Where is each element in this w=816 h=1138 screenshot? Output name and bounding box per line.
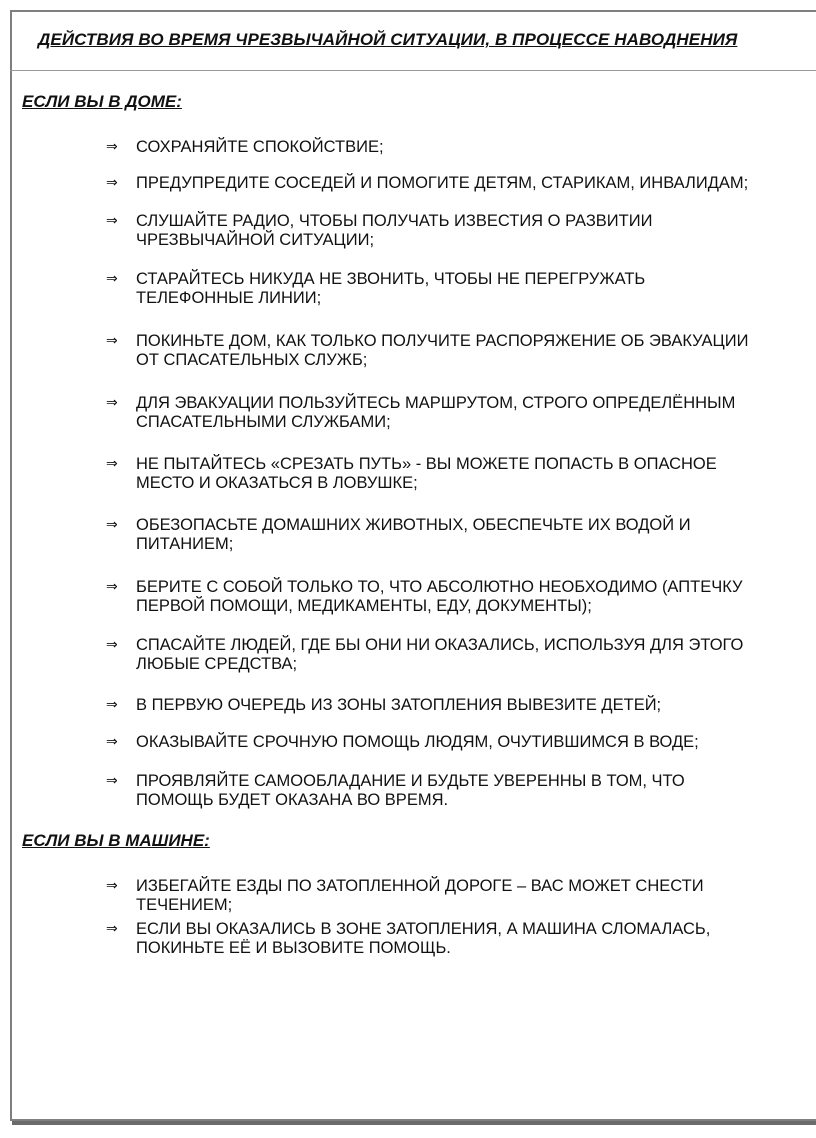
arrow-right-icon: ⇒ <box>106 456 118 472</box>
list-item <box>106 174 816 193</box>
list-item-text-continued: МЕСТО И ОКАЗАТЬСЯ В ЛОВУШКЕ; <box>136 474 418 492</box>
list-item <box>106 455 816 493</box>
arrow-right-icon: ⇒ <box>106 517 118 533</box>
list-item-text: БЕРИТЕ С СОБОЙ ТОЛЬКО ТО, ЧТО АБСОЛЮТНО НЕОБХОДИМО (АПТЕЧКУ <box>136 578 743 596</box>
list-item <box>106 578 816 616</box>
list-item-text: СПАСАЙТЕ ЛЮДЕЙ, ГДЕ БЫ ОНИ НИ ОКАЗАЛИСЬ, ИСПОЛЬЗУЯ ДЛЯ ЭТОГО <box>136 636 744 654</box>
list-item-text-continued: СПАСАТЕЛЬНЫМИ СЛУЖБАМИ; <box>136 413 391 431</box>
list-item <box>106 516 816 554</box>
section-heading-car: ЕСЛИ ВЫ В МАШИНЕ: <box>22 831 210 850</box>
arrow-right-icon: ⇒ <box>106 333 118 349</box>
list-item-text-continued: ПОМОЩЬ БУДЕТ ОКАЗАНА ВО ВРЕМЯ. <box>136 791 449 809</box>
document-title: ДЕЙСТВИЯ ВО ВРЕМЯ ЧРЕЗВЫЧАЙНОЙ СИТУАЦИИ, В ПРОЦЕССЕ НАВОДНЕНИЯ <box>38 30 738 49</box>
list-item <box>106 733 816 752</box>
list-item-text-continued: ЛЮБЫЕ СРЕДСТВА; <box>136 655 298 673</box>
list-item-text: ПОКИНЬТЕ ДОМ, КАК ТОЛЬКО ПОЛУЧИТЕ РАСПОРЯЖЕНИЕ ОБ ЭВАКУАЦИИ <box>136 332 749 350</box>
arrow-right-icon: ⇒ <box>106 878 118 894</box>
section-heading-home: ЕСЛИ ВЫ В ДОМЕ: <box>22 92 182 111</box>
arrow-right-icon: ⇒ <box>106 213 118 229</box>
page-border-shadow <box>12 1121 816 1125</box>
list-item-text-continued: ТЕЧЕНИЕМ; <box>136 896 233 914</box>
list-item-text: ДЛЯ ЭВАКУАЦИИ ПОЛЬЗУЙТЕСЬ МАРШРУТОМ, СТРОГО ОПРЕДЕЛЁННЫМ <box>136 394 736 412</box>
list-item <box>106 877 816 915</box>
arrow-right-icon: ⇒ <box>106 579 118 595</box>
list-item-text: СОХРАНЯЙТЕ СПОКОЙСТВИЕ; <box>136 138 384 156</box>
arrow-right-icon: ⇒ <box>106 697 118 713</box>
list-item <box>106 636 816 674</box>
list-item-text: ОКАЗЫВАЙТЕ СРОЧНУЮ ПОМОЩЬ ЛЮДЯМ, ОЧУТИВШИМСЯ В ВОДЕ; <box>136 733 699 751</box>
list-item-text-continued: ПИТАНИЕМ; <box>136 535 234 553</box>
arrow-right-icon: ⇒ <box>106 773 118 789</box>
list-item-text: В ПЕРВУЮ ОЧЕРЕДЬ ИЗ ЗОНЫ ЗАТОПЛЕНИЯ ВЫВЕЗИТЕ ДЕТЕЙ; <box>136 696 662 714</box>
arrow-right-icon: ⇒ <box>106 175 118 191</box>
arrow-right-icon: ⇒ <box>106 395 118 411</box>
arrow-right-icon: ⇒ <box>106 734 118 750</box>
list-item <box>106 270 816 308</box>
list-item <box>106 920 816 958</box>
list-item-text: ОБЕЗОПАСЬТЕ ДОМАШНИХ ЖИВОТНЫХ, ОБЕСПЕЧЬТЕ ИХ ВОДОЙ И <box>136 516 691 534</box>
list-item-text-continued: ПОКИНЬТЕ ЕЁ И ВЫЗОВИТЕ ПОМОЩЬ. <box>136 939 451 957</box>
list-item-text: СТАРАЙТЕСЬ НИКУДА НЕ ЗВОНИТЬ, ЧТОБЫ НЕ ПЕРЕГРУЖАТЬ <box>136 270 646 288</box>
list-item-text: ПРЕДУПРЕДИТЕ СОСЕДЕЙ И ПОМОГИТЕ ДЕТЯМ, СТАРИКАМ, ИНВАЛИДАМ; <box>136 174 749 192</box>
list-item-text: ПРОЯВЛЯЙТЕ САМООБЛАДАНИЕ И БУДЬТЕ УВЕРЕННЫ В ТОМ, ЧТО <box>136 772 685 790</box>
title-divider <box>10 70 816 71</box>
list-item-text: ИЗБЕГАЙТЕ ЕЗДЫ ПО ЗАТОПЛЕННОЙ ДОРОГЕ – ВАС МОЖЕТ СНЕСТИ <box>136 877 704 895</box>
list-item-text-continued: ТЕЛЕФОННЫЕ ЛИНИИ; <box>136 289 322 307</box>
list-item-text: НЕ ПЫТАЙТЕСЬ «СРЕЗАТЬ ПУТЬ» - ВЫ МОЖЕТЕ ПОПАСТЬ В ОПАСНОЕ <box>136 455 717 473</box>
list-item <box>106 772 816 810</box>
arrow-right-icon: ⇒ <box>106 271 118 287</box>
arrow-right-icon: ⇒ <box>106 139 118 155</box>
list-item-text-continued: ОТ СПАСАТЕЛЬНЫХ СЛУЖБ; <box>136 351 368 369</box>
list-item-text-continued: ЧРЕЗВЫЧАЙНОЙ СИТУАЦИИ; <box>136 231 375 249</box>
list-item-text-continued: ПЕРВОЙ ПОМОЩИ, МЕДИКАМЕНТЫ, ЕДУ, ДОКУМЕНТЫ); <box>136 597 592 615</box>
list-item <box>106 696 816 715</box>
list-item-text: СЛУШАЙТЕ РАДИО, ЧТОБЫ ПОЛУЧАТЬ ИЗВЕСТИЯ О РАЗВИТИИ <box>136 212 653 230</box>
list-item <box>106 332 816 370</box>
list-item <box>106 394 816 432</box>
arrow-right-icon: ⇒ <box>106 637 118 653</box>
arrow-right-icon: ⇒ <box>106 921 118 937</box>
list-item-text: ЕСЛИ ВЫ ОКАЗАЛИСЬ В ЗОНЕ ЗАТОПЛЕНИЯ, А МАШИНА СЛОМАЛАСЬ, <box>136 920 711 938</box>
list-item <box>106 212 816 250</box>
list-item <box>106 138 816 157</box>
